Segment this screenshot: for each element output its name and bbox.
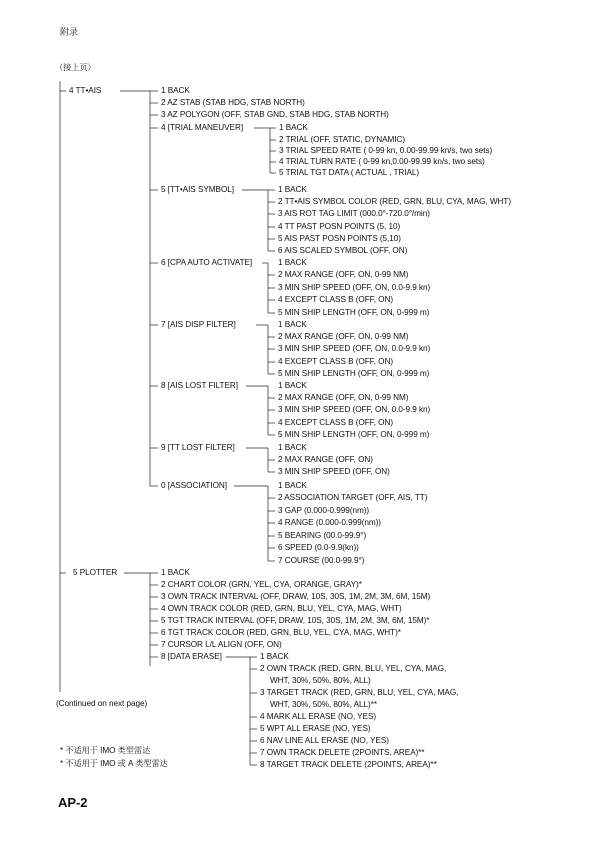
association-item: 6 SPEED (0.0-9.9(kn)) [278,543,359,552]
association-item: 7 COURSE (00.0-99.9°) [278,556,365,565]
tt-ais-item: 0 [ASSOCIATION] [161,481,227,490]
symbol-item: 1 BACK [278,185,307,194]
tt-ais-item: 6 [CPA AUTO ACTIVATE] [161,258,253,267]
tt-ais-item: 1 BACK [161,86,190,95]
symbol-item: 5 AIS PAST POSN POINTS (5,10) [278,234,401,243]
symbol-item: 3 AIS ROT TAG LIMIT (000.0°-720.0°/min) [278,209,430,218]
tt-ais-item: 7 [AIS DISP FILTER] [161,320,236,329]
continued-next-label: (Continued on next page) [56,699,148,708]
disp-filter-item: 3 MIN SHIP SPEED (OFF, ON, 0.0-9.9 kn) [278,344,431,353]
tt-lost-filter-item: 1 BACK [278,443,307,452]
tt-ais-item: 8 [AIS LOST FILTER] [161,381,239,390]
disp-filter-item: 4 EXCEPT CLASS B (OFF, ON) [278,357,394,366]
data-erase-item-continued: WHT, 30%, 50%, 80%, ALL) [270,676,371,685]
trial-maneuver-item: 5 TRIAL TGT DATA ( ACTUAL , TRIAL) [279,168,420,177]
data-erase-item: 4 MARK ALL ERASE (NO, YES) [260,712,377,721]
cpa-item: 4 EXCEPT CLASS B (OFF, ON) [278,295,394,304]
lost-filter-item: 4 EXCEPT CLASS B (OFF, ON) [278,418,394,427]
data-erase-item: 1 BACK [260,652,289,661]
plotter-item: 3 OWN TRACK INTERVAL (OFF, DRAW, 10S, 30S, 1M, 2M, 3M, 6M, 15M) [161,592,431,601]
footnote: * 不适用于 IMO 或 A 类型雷达 [60,759,168,768]
trial-maneuver-item: 3 TRIAL SPEED RATE ( 0-99 kn, 0.00-99.99 kn/s, two sets) [279,146,493,155]
data-erase-item-continued: WHT, 30%, 50%, 80%, ALL)** [270,700,378,709]
tt-ais-item: 3 AZ POLYGON (OFF, STAB GND, STAB HDG, STAB NORTH) [161,110,389,119]
symbol-item: 2 TT•AIS SYMBOL COLOR (RED, GRN, BLU, CYA, MAG, WHT) [278,197,512,206]
lost-filter-item: 2 MAX RANGE (OFF, ON, 0-99 NM) [278,393,409,402]
tt-ais-item: 9 [TT LOST FILTER] [161,443,235,452]
association-item: 5 BEARING (00.0-99.9°) [278,531,367,540]
association-item: 2 ASSOCIATION TARGET (OFF, AIS, TT) [278,493,428,502]
cpa-item: 5 MIN SHIP LENGTH (OFF, ON, 0-999 m) [278,308,430,317]
trial-maneuver-item: 2 TRIAL (OFF, STATIC, DYNAMIC) [279,135,406,144]
menu-label-plotter: 5 PLOTTER [73,568,118,577]
tt-ais-item: 4 [TRIAL MANEUVER] [161,123,244,132]
trial-maneuver-item: 1 BACK [279,123,308,132]
lost-filter-item: 1 BACK [278,381,307,390]
association-item: 3 GAP (0.000-0.999(nm)) [278,506,370,515]
continued-from-label: （接上页） [55,63,96,72]
tt-lost-filter-item: 2 MAX RANGE (OFF, ON) [278,455,373,464]
data-erase-item: 7 OWN TRACK DELETE (2POINTS, AREA)** [260,748,425,757]
plotter-item: 8 [DATA ERASE] [161,652,222,661]
footnote: * 不适用于 IMO 类型雷达 [60,746,151,755]
data-erase-item: 6 NAV LINE ALL ERASE (NO, YES) [260,736,389,745]
association-item: 1 BACK [278,481,307,490]
lost-filter-item: 3 MIN SHIP SPEED (OFF, ON, 0.0-9.9 kn) [278,405,431,414]
plotter-item: 7 CURSOR L/L ALIGN (OFF, ON) [161,640,282,649]
association-item: 4 RANGE (0.000-0.999(nm)) [278,518,381,527]
tt-ais-item: 5 [TT•AIS SYMBOL] [161,185,234,194]
symbol-item: 6 AIS SCALED SYMBOL (OFF, ON) [278,246,408,255]
menu-label-tt-ais: 4 TT•AIS [69,86,102,95]
trial-maneuver-item: 4 TRIAL TURN RATE ( 0-99 kn,0.00-99.99 kn/s, two sets) [279,157,485,166]
page-header-title: 附录 [60,27,78,37]
symbol-item: 4 TT PAST POSN POINTS (5, 10) [278,222,401,231]
cpa-item: 2 MAX RANGE (OFF, ON, 0-99 NM) [278,270,409,279]
data-erase-item: 2 OWN TRACK (RED, GRN, BLU, YEL, CYA, MAG, [260,664,447,673]
disp-filter-item: 1 BACK [278,320,307,329]
data-erase-item: 3 TARGET TRACK (RED, GRN, BLU, YEL, CYA, MAG, [260,688,459,697]
cpa-item: 3 MIN SHIP SPEED (OFF, ON, 0.0-9.9 kn) [278,283,431,292]
tt-ais-item: 2 AZ STAB (STAB HDG, STAB NORTH) [161,98,305,107]
lost-filter-item: 5 MIN SHIP LENGTH (OFF, ON, 0-999 m) [278,430,430,439]
tt-lost-filter-item: 3 MIN SHIP SPEED (OFF, ON) [278,467,390,476]
plotter-item: 4 OWN TRACK COLOR (RED, GRN, BLU, YEL, CYA, MAG, WHT) [161,604,402,613]
disp-filter-item: 2 MAX RANGE (OFF, ON, 0-99 NM) [278,332,409,341]
plotter-item: 1 BACK [161,568,190,577]
plotter-item: 5 TGT TRACK INTERVAL (OFF, DRAW, 10S, 30S, 1M, 2M, 3M, 6M, 15M)* [161,616,430,625]
data-erase-item: 8 TARGET TRACK DELETE (2POINTS, AREA)** [260,760,437,769]
cpa-item: 1 BACK [278,258,307,267]
disp-filter-item: 5 MIN SHIP LENGTH (OFF, ON, 0-999 m) [278,369,430,378]
data-erase-item: 5 WPT ALL ERASE (NO, YES) [260,724,371,733]
page-number: AP-2 [58,795,88,810]
plotter-item: 2 CHART COLOR (GRN, YEL, CYA, ORANGE, GRAY)* [161,580,362,589]
plotter-item: 6 TGT TRACK COLOR (RED, GRN, BLU, YEL, CYA, MAG, WHT)* [161,628,401,637]
